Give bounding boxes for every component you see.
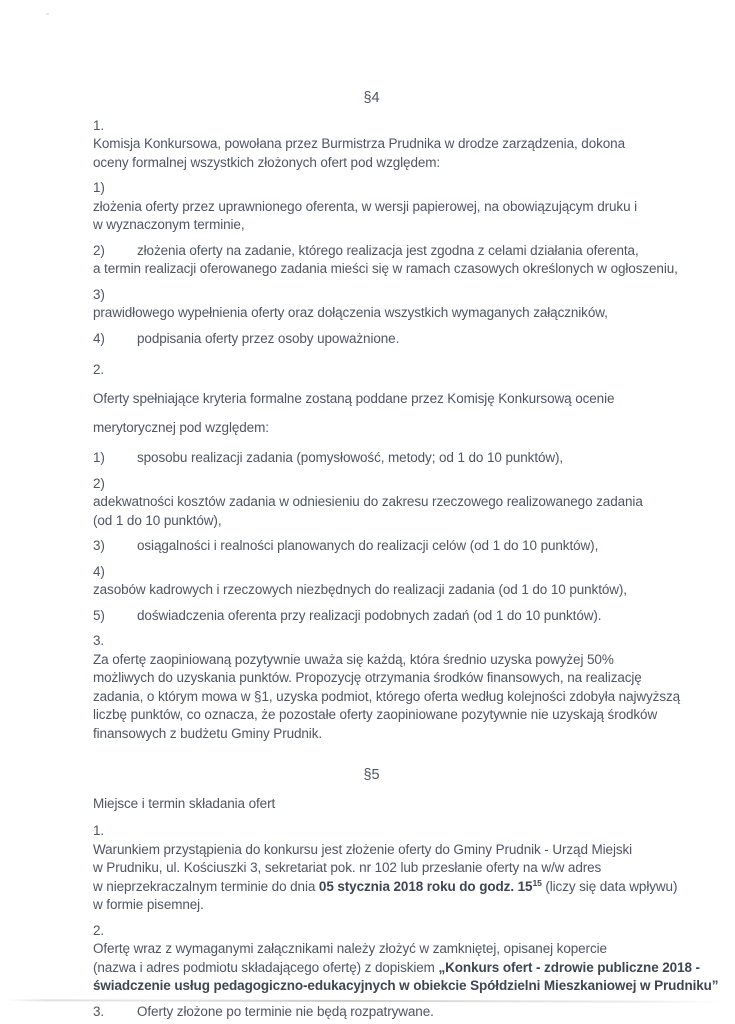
paragraph-s4-criteria-4 bbox=[93, 563, 650, 600]
list-number: 2. bbox=[93, 362, 105, 377]
paragraph-s5-1 bbox=[93, 822, 678, 915]
paragraph-s4-3 bbox=[93, 632, 681, 743]
paragraph-s4-criteria-2 bbox=[93, 475, 650, 531]
list-number: 3. bbox=[93, 633, 105, 648]
section-4-heading: §4 bbox=[363, 90, 380, 106]
list-number: 3. bbox=[93, 1003, 105, 1019]
list-number: 3) bbox=[93, 538, 105, 553]
paragraph-text: podpisania oferty przez osoby upoważnione. bbox=[137, 330, 400, 346]
paragraph-text: Oferty złożone po terminie nie będą rozpatrywane. bbox=[137, 1003, 434, 1019]
paragraph-s5-3 bbox=[93, 1003, 650, 1022]
list-number: 1) bbox=[93, 450, 105, 465]
paragraph-s4-item-2 bbox=[93, 242, 678, 279]
paragraph-s4-1 bbox=[93, 117, 650, 173]
paragraph-text: złożenia oferty przez uprawnionego oferenta, w wersji papierowej, na obowiązującym druku i w wyznaczonym terminie, bbox=[93, 198, 638, 232]
document-content bbox=[93, 89, 719, 1024]
paragraph-text: Ofertę wraz z wymaganymi załącznikami należy złożyć w zamkniętej, opisanej kopercie (nazwa i adres podmiotu składającego ofertę) z dopiskiem „Konkurs ofert - zdrowie publiczne 2018 - świadczenie usług pedagogiczno-edukacyjnych w obiekcie Spółdzielni Mieszkaniowej w Prudniku” bbox=[93, 941, 719, 993]
list-number: 2) bbox=[93, 475, 105, 491]
paragraph-text: zasobów kadrowych i rzeczowych niezbędnych do realizacji zadania (od 1 do 10 punktów), bbox=[93, 582, 627, 597]
paragraph-s4-2 bbox=[93, 355, 650, 442]
paragraph-text: złożenia oferty na zadanie, którego realizacja jest zgodna z celami działania oferenta, a termin realizacji oferowanego zadania mieści się w ramach czasowych określonych w ogłoszeniu, bbox=[93, 242, 678, 276]
list-number: 2) bbox=[93, 242, 105, 258]
paragraph-text: doświadczenia oferenta przy realizacji podobnych zadań (od 1 do 10 punktów). bbox=[137, 607, 602, 623]
paragraph-text: osiągalności i realności planowanych do realizacji celów (od 1 do 10 punktów), bbox=[137, 538, 599, 553]
paragraph-text: sposobu realizacji zadania (pomysłowość, metody; od 1 do 10 punktów), bbox=[137, 450, 564, 465]
paragraph-text: Warunkiem przystąpienia do konkursu jest złożenie oferty do Gminy Prudnik - Urząd Miejski w Prudniku, ul. Kościuszki 3, sekretariat pok. nr 102 lub przesłanie oferty na w/w adres w nieprzekraczalnym terminie do dnia 05 stycznia 2018 roku do godz. $15^{15}$ (liczy się data wpływu) w formie pisemnej. bbox=[93, 841, 678, 912]
paragraph-text: prawidłowego wypełnienia oferty oraz dołączenia wszystkich wymaganych załączników, bbox=[93, 305, 608, 320]
scan-speck bbox=[46, 13, 49, 15]
list-number: 2. bbox=[93, 922, 105, 938]
paragraph-s4-criteria-3 bbox=[93, 537, 650, 556]
list-number: 4) bbox=[93, 330, 105, 346]
paragraph-text: Oferty spełniające kryteria formalne zostaną poddane przez Komisję Konkursową ocenie merytorycznej pod względem: bbox=[93, 391, 615, 435]
paragraph-s5-2 bbox=[93, 922, 719, 996]
list-number: 1) bbox=[93, 180, 105, 195]
list-number: 5) bbox=[93, 607, 105, 623]
section-5-heading: §5 bbox=[363, 767, 380, 783]
paragraph-s4-item-1 bbox=[93, 179, 650, 235]
paragraph-s4-item-3 bbox=[93, 286, 650, 323]
paragraph-text: Za ofertę zaopiniowaną pozytywnie uważa się każdą, która średnio uzyska powyżej 50% możliwych do uzyskania punktów. Propozycję otrzymania środków finansowych, na realizację zadania, o którym mowa w §1, uzyska podmiot, którego oferta według kolejności zdobyła najwyższą liczbę punktów, co oznacza, że pozostałe oferty zaopiniowane pozytywnie nie uzyskają środków finansowych z budżetu Gminy Prudnik. bbox=[93, 651, 681, 741]
list-number: 1. bbox=[93, 117, 105, 133]
paragraph-text: Komisja Konkursowa, powołana przez Burmistrza Prudnika w drodze zarządzenia, dokona oceny formalnej wszystkich złożonych ofert pod względem: bbox=[93, 136, 625, 170]
list-number: 4) bbox=[93, 563, 105, 579]
list-number: 1. bbox=[93, 823, 105, 838]
list-number: 3) bbox=[93, 286, 105, 302]
section-5-subtitle: Miejsce i termin składania ofert bbox=[93, 795, 276, 811]
paragraph-s4-criteria-1 bbox=[93, 449, 650, 468]
paragraph-text: adekwatności kosztów zadania w odniesieniu do zakresu rzeczowego realizowanego zadania (od 1 do 10 punktów), bbox=[93, 494, 643, 528]
paragraph-s4-criteria-5 bbox=[93, 607, 650, 626]
paragraph-s4-item-4 bbox=[93, 330, 650, 349]
